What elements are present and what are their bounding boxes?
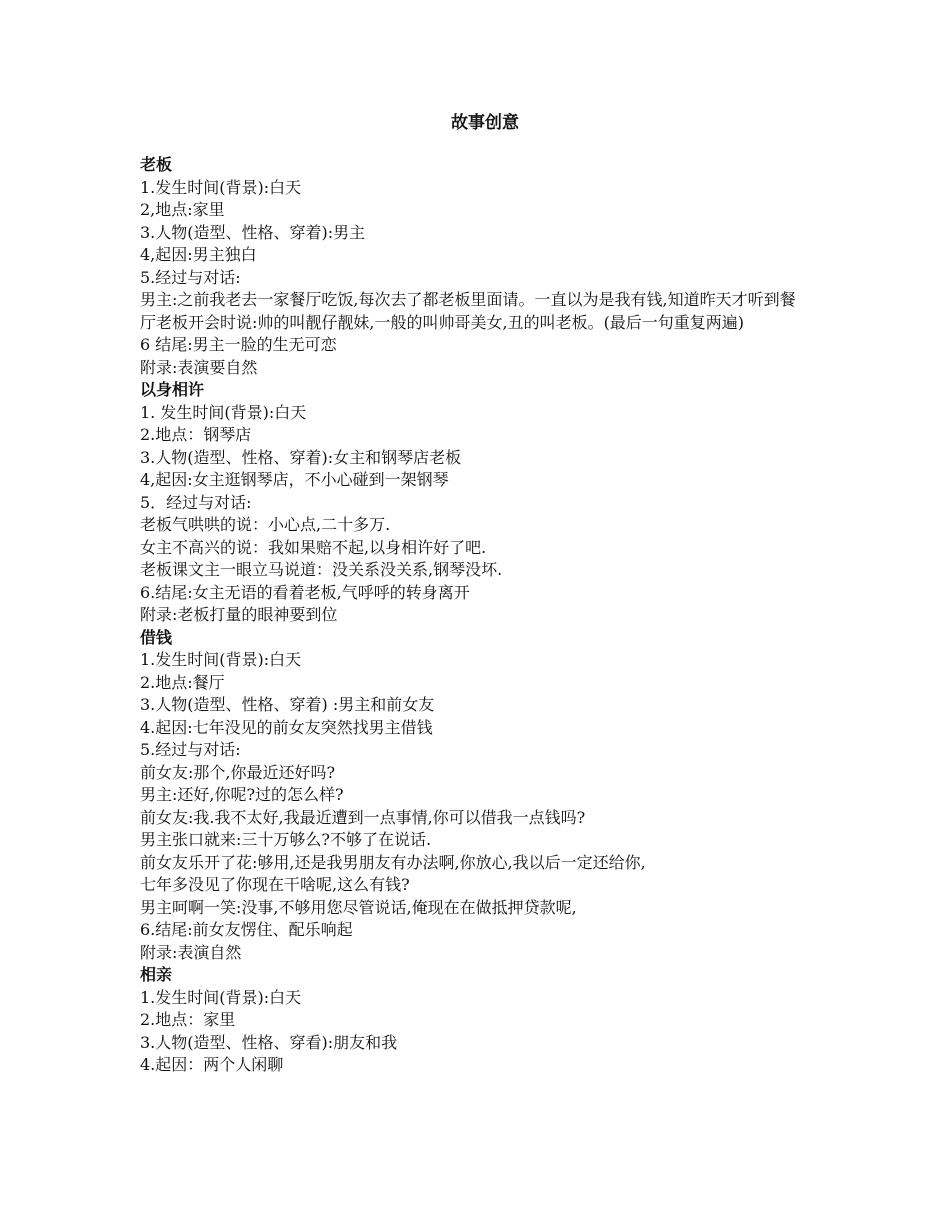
section-line: 前女友乐开了花:够用,还是我男朋友有办法啊,你放心,我以后一定还给你, — [140, 852, 646, 872]
section-line: 七年多没见了你现在干啥呢,这么有钱? — [140, 875, 410, 894]
document-title: 故事创意 — [451, 113, 519, 133]
section-line: 男主呵啊一笑:没事,不够用您尽管说话,俺现在在做抵押贷款呢, — [140, 897, 577, 917]
section-line: 男主:之前我老去一家餐厅吃饭,每次去了都老板里面请。一直以为是我有钱,知道昨天才听到餐厅老板开会时说:帅的叫靓仔靓妹,一般的叫帅哥美女,丑的叫老板。(最后一句重复两遍) — [140, 290, 796, 332]
section-line: 5．经过与对话: — [140, 492, 252, 512]
section-line: 1.发生时间(背景):白天 — [140, 987, 302, 1007]
section-line: 男主:还好,你呢?过的怎么样? — [140, 785, 344, 804]
section-boss — [140, 154, 820, 379]
section-line: 老板课文主一眼立马说道：没关系没关系,钢琴没坏. — [140, 560, 503, 579]
section-line: 6 结尾:男主一脸的生无可恋 — [140, 335, 337, 354]
section-heading: 相亲 — [140, 965, 173, 984]
section-line: 3.人物(造型、性格、穿着) :男主和前女友 — [140, 695, 435, 714]
section-line: 2.地点:餐厅 — [140, 672, 225, 692]
section-line: 男主张口就来:三十万够么?不够了在说话. — [140, 830, 432, 849]
document-body — [140, 112, 820, 1077]
section-line: 女主不高兴的说：我如果赔不起,以身相许好了吧. — [140, 537, 487, 557]
section-line: 4,起因:女主逛钢琴店，不小心碰到一架钢琴 — [140, 470, 449, 489]
section-line: 3.人物(造型、性格、穿着):女主和钢琴店老板 — [140, 447, 462, 467]
section-line: 附录:表演要自然 — [140, 357, 258, 377]
section-line: 2.地点：家里 — [140, 1010, 236, 1029]
section-line: 3.人物(造型、性格、穿着):男主 — [140, 222, 366, 242]
section-marry-me — [140, 379, 820, 627]
section-line: 5.经过与对话: — [140, 740, 241, 759]
section-borrow-money — [140, 627, 820, 965]
section-line: 3.人物(造型、性格、穿看):朋友和我 — [140, 1032, 398, 1052]
section-line: 2,地点:家里 — [140, 200, 225, 219]
section-heading: 借钱 — [140, 627, 173, 647]
section-line: 4.起因:七年没见的前女友突然找男主借钱 — [140, 717, 433, 737]
section-line: 前女友:我.我不太好,我最近遭到一点事情,你可以借我一点钱吗? — [140, 807, 586, 827]
section-line: 4,起因:男主独白 — [140, 245, 257, 264]
section-line: 附录:表演自然 — [140, 942, 242, 962]
section-line: 老板气哄哄的说：小心点,二十多万. — [140, 515, 391, 534]
section-heading: 老板 — [140, 155, 173, 174]
section-heading: 以身相许 — [140, 380, 205, 399]
section-line: 1.发生时间(背景):白天 — [140, 177, 302, 197]
section-line: 6.结尾:前女友愣住、配乐响起 — [140, 920, 353, 939]
section-line: 附录:老板打量的眼神要到位 — [140, 605, 338, 624]
section-line: 4.起因：两个人闲聊 — [140, 1055, 284, 1074]
section-line: 前女友:那个,你最近还好吗? — [140, 762, 336, 782]
section-line: 5.经过与对话: — [140, 267, 241, 287]
section-line: 2.地点：钢琴店 — [140, 425, 252, 444]
section-line: 1.发生时间(背景):白天 — [140, 650, 302, 669]
section-blind-date — [140, 964, 820, 1077]
section-line: 6.结尾:女主无语的看着老板,气呼呼的转身离开 — [140, 582, 470, 602]
section-line: 1. 发生时间(背景):白天 — [140, 402, 307, 422]
